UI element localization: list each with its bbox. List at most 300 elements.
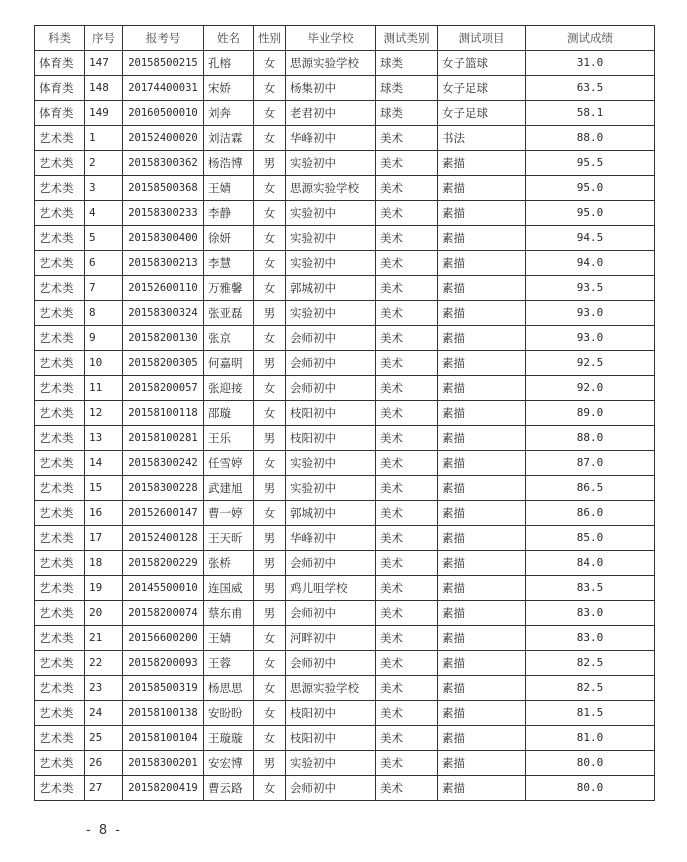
cell-school: 华峰初中 [286,126,376,151]
cell-name: 万雅馨 [204,276,254,301]
table-row [35,451,655,476]
cell-subject-type: 艺术类 [35,251,85,276]
header-name: 姓名 [204,26,254,51]
cell-test-item: 素描 [438,651,526,676]
cell-subject-type: 艺术类 [35,226,85,251]
cell-subject-type: 艺术类 [35,451,85,476]
cell-test-item: 素描 [438,276,526,301]
cell-test-item: 素描 [438,751,526,776]
cell-serial-no: 7 [85,276,123,301]
cell-school: 实验初中 [286,476,376,501]
table-row [35,351,655,376]
cell-test-item: 素描 [438,726,526,751]
cell-serial-no: 26 [85,751,123,776]
cell-subject-type: 体育类 [35,51,85,76]
cell-serial-no: 14 [85,451,123,476]
cell-test-item: 素描 [438,351,526,376]
cell-subject-type: 艺术类 [35,176,85,201]
cell-serial-no: 25 [85,726,123,751]
table-row [35,226,655,251]
cell-school: 枝阳初中 [286,701,376,726]
cell-gender: 女 [254,101,286,126]
table-row [35,401,655,426]
cell-school: 会师初中 [286,551,376,576]
cell-gender: 男 [254,601,286,626]
cell-gender: 女 [254,651,286,676]
header-test-item: 测试项目 [438,26,526,51]
cell-test-score: 81.0 [526,726,655,751]
cell-serial-no: 3 [85,176,123,201]
cell-school: 枝阳初中 [286,401,376,426]
cell-exam-id: 20158100118 [123,401,204,426]
cell-test-category: 美术 [376,676,438,701]
cell-test-score: 83.0 [526,626,655,651]
cell-exam-id: 20156600200 [123,626,204,651]
header-school: 毕业学校 [286,26,376,51]
cell-gender: 女 [254,126,286,151]
cell-exam-id: 20152400128 [123,526,204,551]
cell-name: 任雪婷 [204,451,254,476]
table-row [35,151,655,176]
cell-gender: 女 [254,501,286,526]
cell-school: 枝阳初中 [286,426,376,451]
cell-test-score: 83.5 [526,576,655,601]
cell-exam-id: 20158200130 [123,326,204,351]
cell-test-item: 素描 [438,251,526,276]
cell-school: 枝阳初中 [286,726,376,751]
cell-exam-id: 20145500010 [123,576,204,601]
cell-subject-type: 艺术类 [35,151,85,176]
cell-test-score: 86.0 [526,501,655,526]
cell-test-item: 素描 [438,501,526,526]
table-row [35,576,655,601]
cell-test-score: 95.0 [526,176,655,201]
cell-test-score: 95.5 [526,151,655,176]
cell-test-category: 美术 [376,151,438,176]
table-row [35,51,655,76]
cell-serial-no: 147 [85,51,123,76]
cell-school: 郭城初中 [286,276,376,301]
cell-test-score: 31.0 [526,51,655,76]
cell-gender: 女 [254,626,286,651]
score-table [34,25,655,801]
cell-test-item: 素描 [438,551,526,576]
cell-subject-type: 艺术类 [35,351,85,376]
cell-test-category: 美术 [376,601,438,626]
cell-school: 实验初中 [286,201,376,226]
cell-gender: 男 [254,351,286,376]
table-row [35,651,655,676]
table-body [35,51,655,801]
cell-exam-id: 20158300213 [123,251,204,276]
score-table-container [34,25,655,801]
cell-gender: 女 [254,401,286,426]
table-row [35,501,655,526]
cell-gender: 女 [254,701,286,726]
cell-test-score: 95.0 [526,201,655,226]
cell-exam-id: 20158200229 [123,551,204,576]
cell-subject-type: 艺术类 [35,626,85,651]
cell-subject-type: 体育类 [35,76,85,101]
cell-test-item: 素描 [438,426,526,451]
cell-test-category: 美术 [376,751,438,776]
cell-serial-no: 12 [85,401,123,426]
table-row [35,626,655,651]
header-subject-type: 科类 [35,26,85,51]
table-header-row [35,26,655,51]
cell-subject-type: 艺术类 [35,426,85,451]
cell-exam-id: 20158300400 [123,226,204,251]
cell-test-category: 美术 [376,701,438,726]
cell-test-category: 美术 [376,251,438,276]
cell-test-item: 素描 [438,626,526,651]
cell-serial-no: 16 [85,501,123,526]
cell-serial-no: 4 [85,201,123,226]
cell-subject-type: 艺术类 [35,126,85,151]
cell-school: 鸡儿咀学校 [286,576,376,601]
cell-test-item: 素描 [438,776,526,801]
cell-test-category: 球类 [376,51,438,76]
cell-test-score: 86.5 [526,476,655,501]
cell-test-category: 美术 [376,451,438,476]
cell-exam-id: 20158200093 [123,651,204,676]
cell-gender: 女 [254,226,286,251]
cell-exam-id: 20158200419 [123,776,204,801]
cell-test-category: 美术 [376,526,438,551]
table-row [35,276,655,301]
cell-school: 河畔初中 [286,626,376,651]
cell-serial-no: 20 [85,601,123,626]
cell-gender: 女 [254,726,286,751]
cell-serial-no: 15 [85,476,123,501]
cell-name: 王蓉 [204,651,254,676]
cell-test-category: 美术 [376,626,438,651]
cell-test-category: 美术 [376,401,438,426]
table-row [35,126,655,151]
cell-test-item: 素描 [438,376,526,401]
cell-test-category: 美术 [376,551,438,576]
cell-gender: 男 [254,151,286,176]
cell-serial-no: 11 [85,376,123,401]
cell-name: 曹云路 [204,776,254,801]
cell-name: 张亚磊 [204,301,254,326]
cell-name: 连国威 [204,576,254,601]
cell-test-category: 美术 [376,726,438,751]
cell-name: 杨思思 [204,676,254,701]
cell-gender: 男 [254,526,286,551]
cell-test-score: 88.0 [526,126,655,151]
cell-subject-type: 艺术类 [35,751,85,776]
cell-test-item: 女子足球 [438,101,526,126]
cell-serial-no: 22 [85,651,123,676]
cell-gender: 女 [254,451,286,476]
cell-school: 实验初中 [286,451,376,476]
cell-school: 会师初中 [286,601,376,626]
cell-test-category: 美术 [376,426,438,451]
cell-subject-type: 艺术类 [35,326,85,351]
cell-test-score: 63.5 [526,76,655,101]
cell-test-score: 94.5 [526,226,655,251]
cell-test-score: 89.0 [526,401,655,426]
cell-test-category: 美术 [376,576,438,601]
table-row [35,426,655,451]
cell-exam-id: 20158500368 [123,176,204,201]
cell-subject-type: 艺术类 [35,276,85,301]
cell-test-item: 素描 [438,301,526,326]
cell-exam-id: 20158200305 [123,351,204,376]
cell-exam-id: 20158200057 [123,376,204,401]
cell-school: 杨集初中 [286,76,376,101]
cell-test-score: 83.0 [526,601,655,626]
cell-test-score: 87.0 [526,451,655,476]
cell-school: 思源实验学校 [286,176,376,201]
cell-gender: 女 [254,376,286,401]
cell-name: 孔榕 [204,51,254,76]
cell-school: 会师初中 [286,376,376,401]
cell-name: 王璇璇 [204,726,254,751]
cell-test-item: 素描 [438,676,526,701]
cell-subject-type: 艺术类 [35,501,85,526]
cell-serial-no: 5 [85,226,123,251]
header-gender: 性别 [254,26,286,51]
cell-serial-no: 148 [85,76,123,101]
cell-subject-type: 艺术类 [35,551,85,576]
cell-test-score: 58.1 [526,101,655,126]
table-row [35,751,655,776]
table-row [35,251,655,276]
cell-exam-id: 20158500319 [123,676,204,701]
cell-exam-id: 20174400031 [123,76,204,101]
cell-gender: 男 [254,301,286,326]
cell-subject-type: 艺术类 [35,726,85,751]
cell-gender: 男 [254,476,286,501]
cell-test-item: 书法 [438,126,526,151]
cell-name: 蔡东甫 [204,601,254,626]
cell-name: 邵璇 [204,401,254,426]
cell-name: 王乐 [204,426,254,451]
cell-test-item: 素描 [438,401,526,426]
cell-test-item: 素描 [438,526,526,551]
cell-test-category: 美术 [376,176,438,201]
table-row [35,726,655,751]
table-row [35,701,655,726]
cell-serial-no: 8 [85,301,123,326]
cell-school: 会师初中 [286,651,376,676]
cell-name: 张迎接 [204,376,254,401]
cell-gender: 女 [254,251,286,276]
cell-exam-id: 20158300242 [123,451,204,476]
cell-gender: 女 [254,676,286,701]
cell-test-item: 女子篮球 [438,51,526,76]
cell-test-category: 美术 [376,276,438,301]
cell-test-item: 素描 [438,151,526,176]
table-row [35,326,655,351]
cell-test-item: 素描 [438,226,526,251]
cell-subject-type: 艺术类 [35,776,85,801]
cell-exam-id: 20158100104 [123,726,204,751]
table-row [35,301,655,326]
table-row [35,201,655,226]
cell-gender: 女 [254,776,286,801]
cell-name: 李慧 [204,251,254,276]
header-serial-no: 序号 [85,26,123,51]
cell-test-category: 美术 [376,201,438,226]
cell-serial-no: 18 [85,551,123,576]
table-row [35,601,655,626]
cell-test-item: 素描 [438,701,526,726]
cell-serial-no: 149 [85,101,123,126]
table-row [35,76,655,101]
cell-test-score: 82.5 [526,651,655,676]
cell-test-score: 92.5 [526,351,655,376]
cell-school: 实验初中 [286,301,376,326]
cell-test-category: 美术 [376,301,438,326]
cell-test-category: 美术 [376,326,438,351]
cell-subject-type: 体育类 [35,101,85,126]
cell-test-score: 93.0 [526,326,655,351]
cell-name: 王婧 [204,626,254,651]
cell-name: 安盼盼 [204,701,254,726]
cell-serial-no: 2 [85,151,123,176]
cell-test-score: 93.0 [526,301,655,326]
cell-school: 实验初中 [286,226,376,251]
cell-test-category: 美术 [376,476,438,501]
cell-test-score: 92.0 [526,376,655,401]
cell-gender: 男 [254,576,286,601]
cell-test-category: 美术 [376,351,438,376]
cell-test-score: 94.0 [526,251,655,276]
cell-test-score: 88.0 [526,426,655,451]
cell-test-score: 82.5 [526,676,655,701]
cell-name: 杨浩博 [204,151,254,176]
cell-school: 会师初中 [286,326,376,351]
cell-gender: 女 [254,51,286,76]
cell-school: 实验初中 [286,751,376,776]
cell-exam-id: 20160500010 [123,101,204,126]
cell-test-score: 84.0 [526,551,655,576]
cell-test-item: 素描 [438,451,526,476]
cell-exam-id: 20158300233 [123,201,204,226]
table-row [35,476,655,501]
cell-exam-id: 20158100281 [123,426,204,451]
cell-serial-no: 13 [85,426,123,451]
cell-test-category: 球类 [376,76,438,101]
cell-school: 思源实验学校 [286,676,376,701]
cell-test-item: 素描 [438,576,526,601]
cell-name: 张桥 [204,551,254,576]
cell-exam-id: 20158500215 [123,51,204,76]
cell-test-score: 93.5 [526,276,655,301]
page-number: - 8 - [86,823,122,838]
cell-name: 徐妍 [204,226,254,251]
cell-serial-no: 24 [85,701,123,726]
cell-subject-type: 艺术类 [35,201,85,226]
cell-serial-no: 19 [85,576,123,601]
cell-gender: 女 [254,176,286,201]
cell-test-category: 美术 [376,126,438,151]
cell-subject-type: 艺术类 [35,301,85,326]
cell-name: 刘洁霖 [204,126,254,151]
cell-subject-type: 艺术类 [35,526,85,551]
cell-exam-id: 20158300324 [123,301,204,326]
cell-subject-type: 艺术类 [35,701,85,726]
cell-school: 老君初中 [286,101,376,126]
table-row [35,101,655,126]
cell-test-score: 80.0 [526,776,655,801]
cell-name: 张京 [204,326,254,351]
table-row [35,376,655,401]
cell-name: 李静 [204,201,254,226]
cell-name: 宋娇 [204,76,254,101]
cell-test-category: 美术 [376,226,438,251]
cell-exam-id: 20158300228 [123,476,204,501]
cell-test-item: 素描 [438,326,526,351]
cell-serial-no: 9 [85,326,123,351]
cell-test-score: 80.0 [526,751,655,776]
cell-gender: 女 [254,76,286,101]
cell-serial-no: 1 [85,126,123,151]
table-row [35,551,655,576]
cell-serial-no: 10 [85,351,123,376]
cell-exam-id: 20152400020 [123,126,204,151]
cell-gender: 男 [254,551,286,576]
cell-school: 实验初中 [286,251,376,276]
cell-subject-type: 艺术类 [35,401,85,426]
cell-test-category: 美术 [376,376,438,401]
cell-subject-type: 艺术类 [35,376,85,401]
cell-gender: 女 [254,326,286,351]
cell-gender: 男 [254,751,286,776]
header-test-category: 测试类别 [376,26,438,51]
cell-exam-id: 20158100138 [123,701,204,726]
cell-test-category: 美术 [376,501,438,526]
table-row [35,176,655,201]
header-test-score: 测试成绩 [526,26,655,51]
cell-name: 王天昕 [204,526,254,551]
cell-name: 刘奔 [204,101,254,126]
table-row [35,776,655,801]
cell-name: 安宏博 [204,751,254,776]
cell-name: 何嘉明 [204,351,254,376]
cell-test-category: 球类 [376,101,438,126]
cell-subject-type: 艺术类 [35,676,85,701]
cell-exam-id: 20152600147 [123,501,204,526]
cell-subject-type: 艺术类 [35,476,85,501]
cell-gender: 男 [254,426,286,451]
cell-gender: 女 [254,201,286,226]
cell-serial-no: 17 [85,526,123,551]
cell-name: 王婧 [204,176,254,201]
cell-serial-no: 6 [85,251,123,276]
cell-school: 郭城初中 [286,501,376,526]
cell-subject-type: 艺术类 [35,576,85,601]
cell-school: 会师初中 [286,776,376,801]
cell-school: 会师初中 [286,351,376,376]
cell-school: 思源实验学校 [286,51,376,76]
cell-test-item: 素描 [438,476,526,501]
cell-test-item: 素描 [438,201,526,226]
cell-subject-type: 艺术类 [35,601,85,626]
cell-subject-type: 艺术类 [35,651,85,676]
cell-school: 实验初中 [286,151,376,176]
cell-name: 武建旭 [204,476,254,501]
table-row [35,676,655,701]
cell-exam-id: 20152600110 [123,276,204,301]
cell-test-item: 素描 [438,176,526,201]
cell-test-item: 素描 [438,601,526,626]
cell-test-category: 美术 [376,651,438,676]
cell-school: 华峰初中 [286,526,376,551]
